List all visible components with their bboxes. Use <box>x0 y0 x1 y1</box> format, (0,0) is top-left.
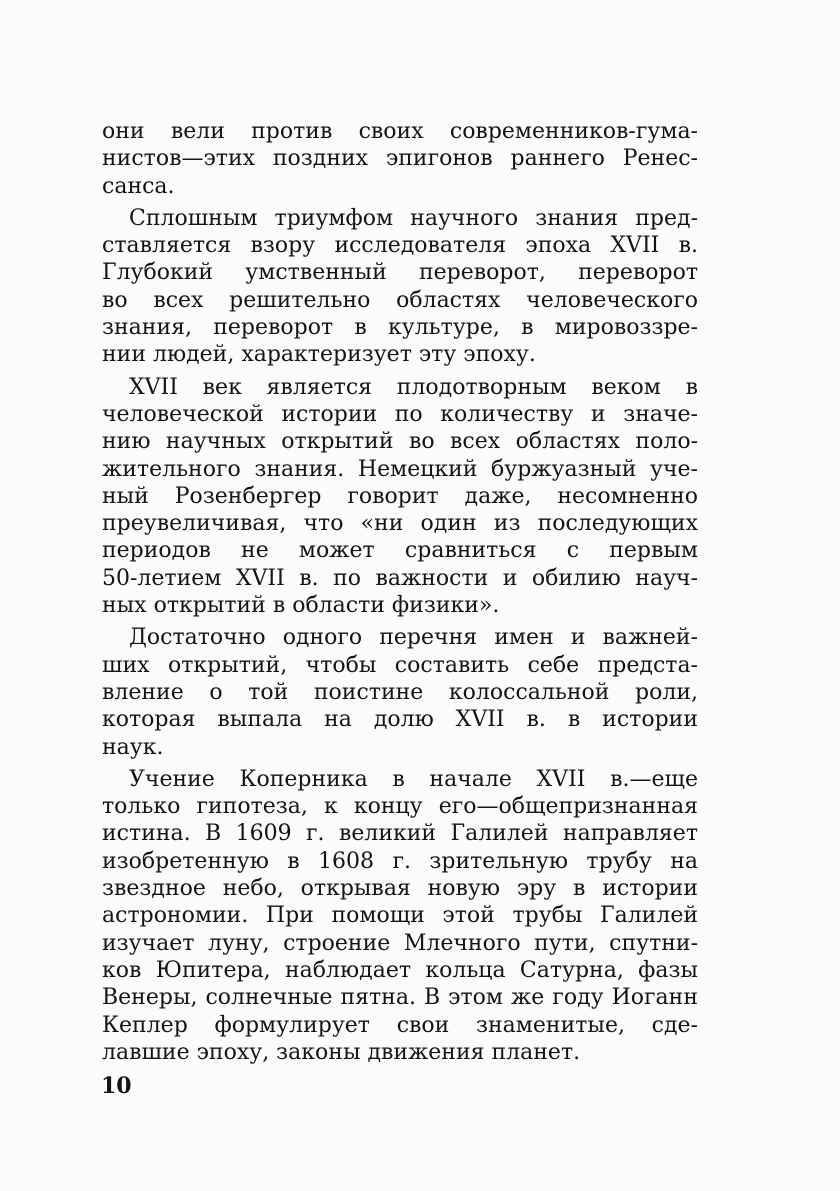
text-line: периодов не может сравниться с первым <box>102 538 698 564</box>
text-line: ших открытий, чтобы составить себе предста- <box>102 652 698 678</box>
text-line: преувеличивая, что «ни один из последующих <box>102 511 698 537</box>
text-line: они вели против своих современников-гума- <box>102 119 698 144</box>
text-line: Венеры, солнечные пятна. В этом же году Иоганн <box>102 985 698 1011</box>
paragraph <box>102 766 698 1066</box>
text-line: во всех решительно областях человеческого <box>102 287 698 313</box>
text-line: истина. В 1609 г. великий Галилей направляет <box>102 821 698 847</box>
text-line: Достаточно одного перечня имен и важней- <box>129 625 698 651</box>
text-line: только гипотеза, к концу его—общепризнанная <box>102 794 698 820</box>
text-line: звездное небо, открывая новую эру в истории <box>102 876 698 902</box>
text-line: астрономии. При помощи этой трубы Галилей <box>102 903 698 929</box>
text-line: наук. <box>102 734 164 760</box>
paragraph <box>102 205 698 369</box>
paragraph <box>102 374 698 620</box>
paragraph <box>102 624 698 760</box>
text-line: человеческой истории по количеству и значе- <box>102 401 698 427</box>
text-line: знания, переворот в культуре, в мировоззре- <box>102 315 698 341</box>
text-line: Учение Коперника в начале XVII в.—еще <box>129 766 698 792</box>
body-text <box>102 118 698 1066</box>
text-line: ков Юпитера, наблюдает кольца Сатурна, фазы <box>102 957 698 983</box>
text-line: 50-летием XVII в. по важности и обилию науч- <box>102 565 698 591</box>
text-line: XVII век является плодотворным веком в <box>129 374 698 400</box>
text-line: Кеплер формулирует свои знаменитые, сде- <box>102 1012 698 1038</box>
text-line: нистов—этих поздних эпигонов раннего Ренес- <box>102 146 698 172</box>
text-line: лавшие эпоху, законы движения планет. <box>102 1039 581 1065</box>
text-line: санса. <box>102 173 175 199</box>
text-line: которая выпала на долю XVII в. в истории <box>102 707 698 733</box>
text-line: изобретенную в 1608 г. зрительную трубу на <box>102 848 698 874</box>
text-line: жительного знания. Немецкий буржуазный уче- <box>102 456 698 482</box>
text-line: изучает луну, строение Млечного пути, спутни- <box>102 930 698 956</box>
page-number: 10 <box>101 1073 132 1099</box>
text-line: Глубокий умственный переворот, переворот <box>102 260 698 286</box>
text-line: ный Розенбергер говорит даже, несомненно <box>102 483 698 509</box>
text-line: ставляется взору исследователя эпоха XVII в. <box>102 233 698 259</box>
text-line: нию научных открытий во всех областях поло- <box>102 429 698 455</box>
text-line: ных открытий в области физики». <box>102 593 500 619</box>
paragraph <box>102 118 698 200</box>
text-line: нии людей, характеризует эту эпоху. <box>102 342 536 368</box>
text-line: вление о той поистине колоссальной роли, <box>102 679 698 705</box>
text-line: Сплошным триумфом научного знания пред- <box>129 205 698 231</box>
